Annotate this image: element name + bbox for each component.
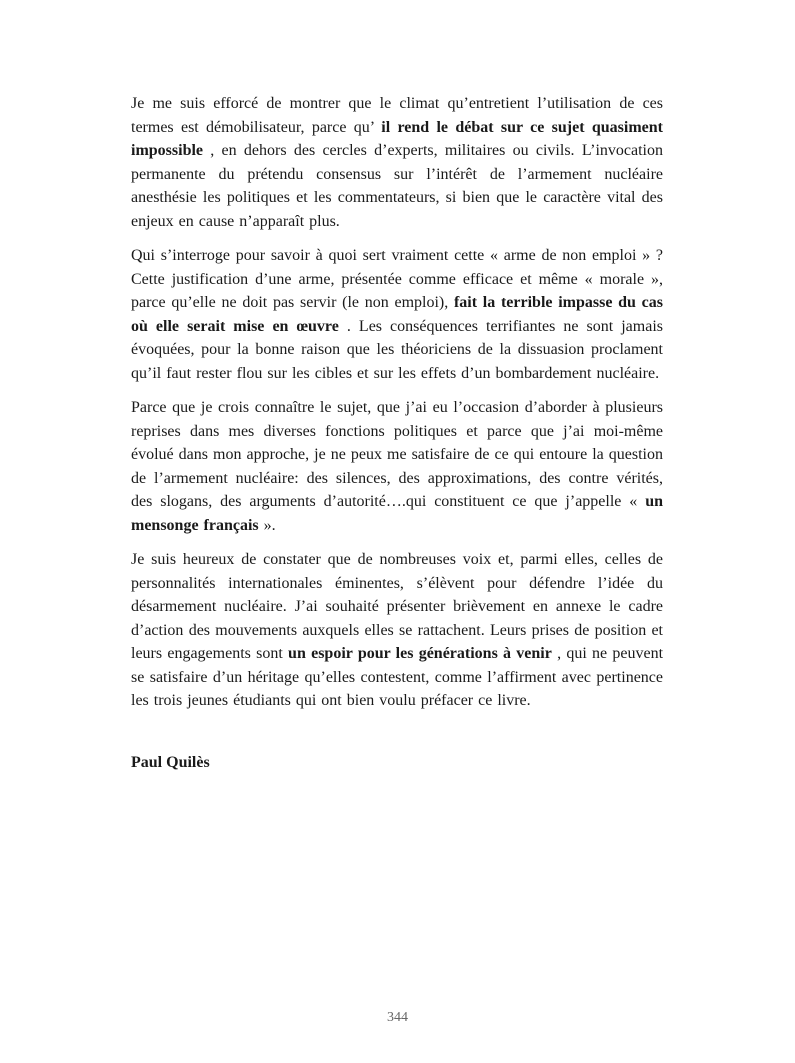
text-block	[131, 92, 663, 774]
paragraph-3-bold: un mensonge français	[131, 493, 663, 534]
paragraph-1-run-3: , en dehors des cercles d’experts, militaires ou civils. L’invocation permanente du prétendu consensus sur l’intérêt de l’armement nucléaire anesthésie les politiques et les commentateurs, si bien que le caractère vital des enjeux en cause n’apparaît plus.	[131, 142, 663, 230]
page-number: 344	[387, 1010, 408, 1025]
paragraph-4-run-3: , qui ne peuvent se satisfaire d’un héritage qu’elles contestent, comme l’affirment avec pertinence les trois jeunes étudiants qui ont bien voulu préfacer ce livre.	[131, 645, 664, 709]
author-signature: Paul Quilès	[131, 753, 210, 771]
paragraph-4-bold: un espoir pour les générations à venir	[288, 645, 552, 662]
paragraph-3	[131, 396, 663, 537]
paragraph-2-bold: fait la terrible impasse du cas où elle serait mise en œuvre	[131, 294, 664, 335]
paragraph-2-run-3: . Les conséquences terrifiantes ne sont jamais évoquées, pour la bonne raison que les théoriciens de la dissuasion proclament qu’il faut rester flou sur les cibles et sur les effets d’un bombardement nucléaire.	[131, 317, 663, 382]
paragraph-1-run-1: Je me suis efforcé de montrer que le climat qu’entretient l’utilisation de ces termes est démobilisateur, parce qu’	[131, 95, 663, 136]
paragraph-4	[131, 548, 663, 713]
paragraph-1	[131, 92, 663, 233]
paragraph-2-run-1: Qui s’interroge pour savoir à quoi sert vraiment cette « arme de non emploi » ? Cette justification d’une arme, présentée comme efficace et même « morale », parce qu’elle ne doit pas servir (le non emploi),	[131, 247, 663, 311]
paragraph-3-run-3: ».	[258, 516, 276, 534]
paragraph-1-bold: il rend le débat sur ce sujet quasiment impossible	[131, 118, 664, 159]
paragraph-3-run-1: Parce que je crois connaître le sujet, que j’ai eu l’occasion d’aborder à plusieurs reprises dans mes diverses fonctions politiques et parce que j’ai moi-même évolué dans mon approche, je ne peux me satisfaire de ce qui entoure la question de l’armement nucléaire: des silences, des approximations, des contre vérités, des slogans, des arguments d’autorité….qui constituent ce que j’appelle «	[131, 399, 663, 510]
paragraph-4-run-1: Je suis heureux de constater que de nombreuses voix et, parmi elles, celles de personnalités internationales éminentes, s’élèvent pour défendre l’idée du désarmement nucléaire. J’ai souhaité présenter brièvement en annexe le cadre d’action des mouvements auxquels elles se rattachent. Leurs prises de position et leurs engagements sont	[131, 551, 663, 662]
paragraph-2	[131, 244, 663, 385]
